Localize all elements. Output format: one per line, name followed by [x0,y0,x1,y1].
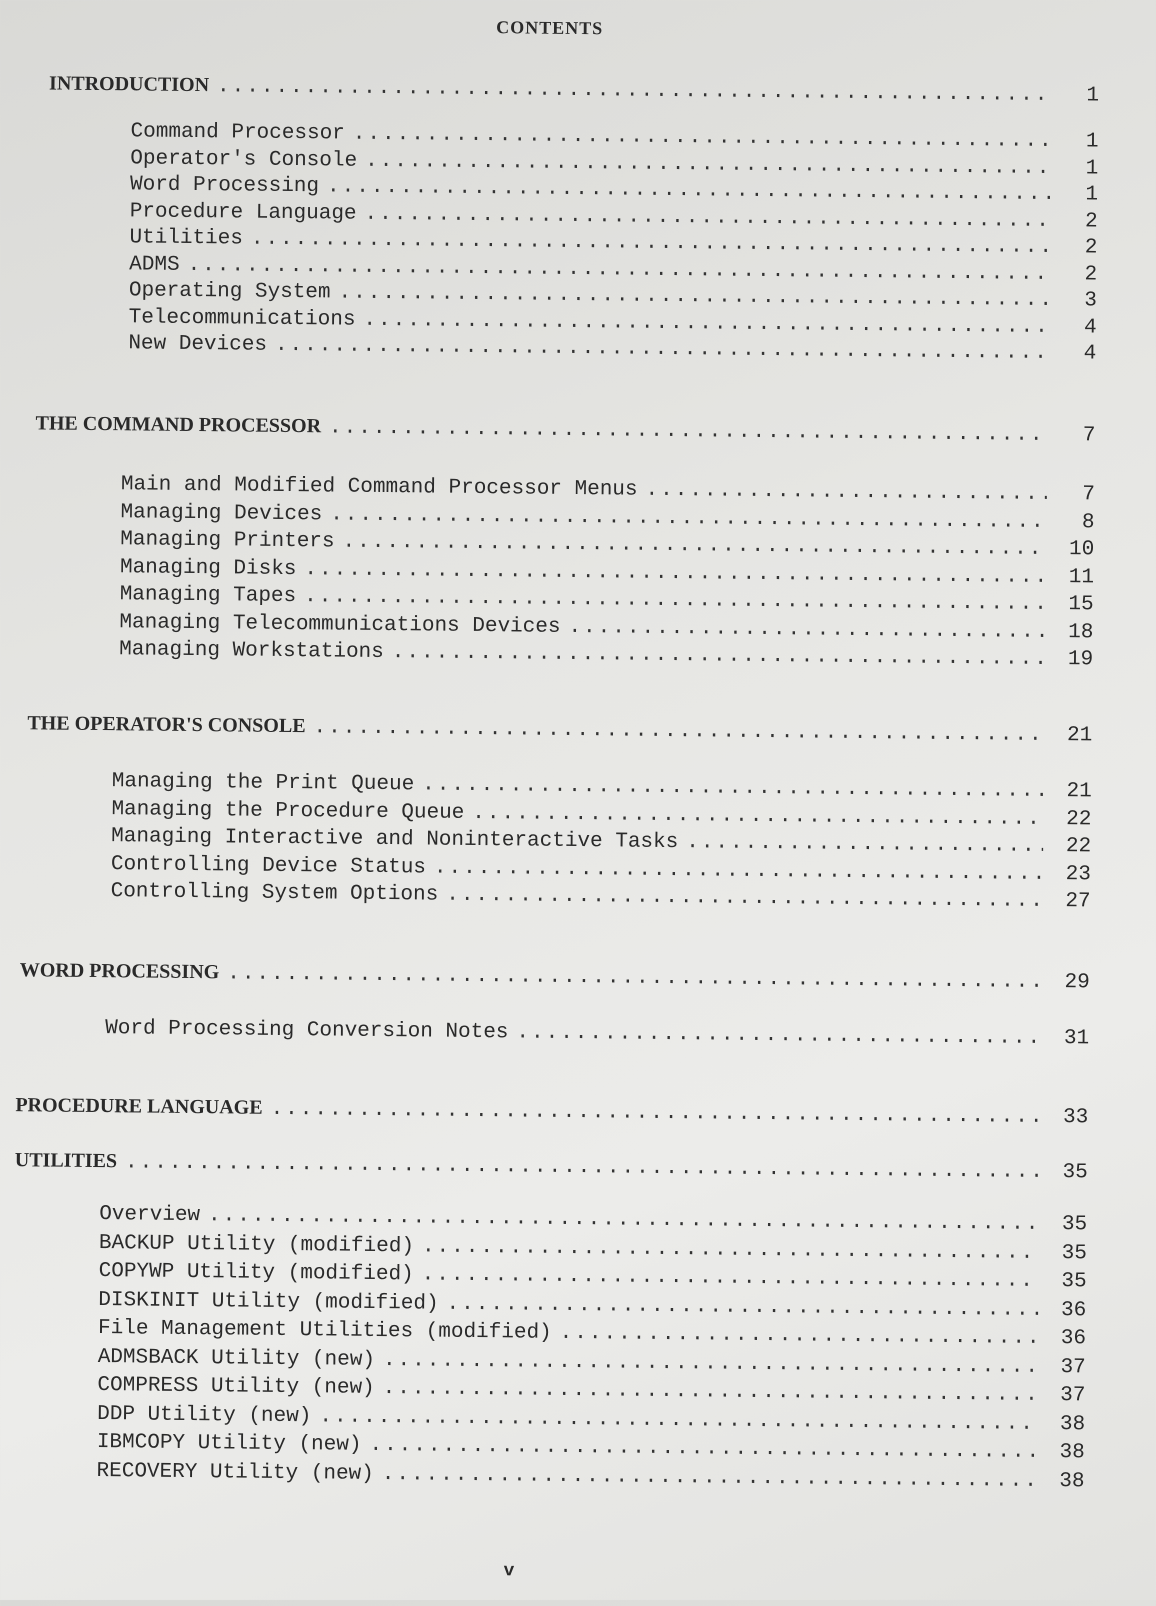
toc-entry [99,1260,1087,1293]
dot-leader [217,75,1051,107]
entry-page-number: 1 [1085,130,1099,154]
entry-title: THE COMMAND PROCESSOR [35,412,322,438]
dot-leader [382,1463,1037,1493]
entry-title: Managing Tapes [119,583,297,609]
entry-title: Managing Devices [120,500,323,526]
entry-page-number: 29 [1064,971,1090,995]
toc-entry [98,1289,1086,1322]
entry-page-number: 23 [1065,862,1091,886]
entry-page-number: 1 [1085,183,1099,207]
entry-page-number: 7 [1082,483,1095,507]
entry-title: UTILITIES [14,1149,118,1173]
toc-section-heading [49,72,1099,107]
dot-leader [304,558,1046,589]
dot-leader [353,123,1051,153]
entry-page-number: 35 [1062,1161,1088,1185]
entry-page-number: 33 [1062,1106,1089,1130]
entry-title: COMPRESS Utility (new) [97,1374,375,1400]
toc-section-heading [35,412,1095,447]
page-number-footer: v [503,1561,515,1582]
entry-page-number: 11 [1068,565,1095,589]
entry-title: THE OPERATOR'S CONSOLE [27,712,306,738]
dot-leader [472,801,1043,830]
entry-title: Main and Modified Command Processor Menus [120,473,638,502]
entry-page-number: 22 [1065,835,1092,859]
entry-title: WORD PROCESSING [19,959,220,984]
entry-title: Command Processor [130,120,345,146]
toc-entry [111,880,1091,913]
entry-title: Operator's Console [130,146,358,173]
entry-page-number: 36 [1060,1327,1087,1351]
dot-leader [338,282,1049,312]
entry-page-number: 38 [1059,1412,1086,1436]
dot-leader [560,1322,1039,1350]
dot-leader [304,585,1046,616]
entry-title: Managing the Procedure Queue [111,797,465,825]
entry-page-number: 31 [1063,1027,1090,1051]
entry-title: Word Processing Conversion Notes [105,1017,509,1045]
entry-title: ADMS [129,252,180,277]
dot-leader [270,1098,1040,1129]
entry-page-number: 4 [1083,342,1097,366]
toc-entry [99,1203,1087,1236]
dot-leader [329,416,1048,447]
entry-title: ADMSBACK Utility (new) [97,1345,376,1372]
toc-entry [119,638,1093,671]
entry-page-number: 27 [1065,890,1091,914]
toc-section-heading [20,959,1090,994]
entry-title: Managing Telecommunications Devices [119,610,561,639]
dot-leader [364,202,1049,232]
entry-title: Operating System [128,279,331,305]
toc-section-heading [15,1094,1088,1129]
entry-title: RECOVERY Utility (new) [96,1459,374,1486]
entry-title: Managing the Print Queue [111,770,415,797]
dot-leader [330,503,1047,534]
entry-page-number: 36 [1060,1298,1087,1322]
dot-leader [365,149,1050,179]
entry-title: Utilities [129,226,244,251]
entry-title: New Devices [128,332,268,357]
dot-leader [446,884,1043,913]
entry-page-number: 15 [1068,593,1094,617]
toc-entry [97,1403,1085,1436]
dot-leader [342,531,1046,561]
dot-leader [369,1434,1037,1464]
entry-page-number: 37 [1060,1355,1086,1379]
dot-leader [383,1377,1038,1407]
entry-title: Procedure Language [129,199,357,226]
dot-leader [363,308,1048,338]
toc-entry [97,1374,1085,1407]
entry-page-number: 1 [1085,156,1099,180]
entry-page-number: 2 [1084,236,1098,260]
entry-title: Telecommunications [128,305,356,332]
dot-leader [392,641,1046,671]
dot-leader [516,1021,1041,1049]
entry-page-number: 22 [1066,807,1092,831]
entry-page-number: 18 [1068,620,1094,644]
dot-leader [313,716,1044,747]
toc-entry [99,1232,1087,1265]
entry-page-number: 1 [1086,84,1100,108]
entry-page-number: 4 [1083,315,1097,339]
toc-entry [105,1017,1089,1050]
entry-title: Managing Printers [120,528,335,554]
entry-page-number: 21 [1066,780,1092,804]
entry-title: COPYWP Utility (modified) [98,1260,414,1287]
entry-title: DISKINIT Utility (modified) [98,1288,439,1316]
entry-page-number: 38 [1059,1441,1085,1465]
entry-title: Managing Disks [119,555,297,581]
dot-leader [275,334,1049,365]
entry-title: File Management Utilities (modified) [97,1317,552,1345]
entry-page-number: 2 [1084,209,1098,233]
toc-entry [97,1431,1085,1464]
toc-entry [98,1346,1086,1379]
entry-page-number: 35 [1061,1213,1088,1237]
entry-title: Controlling System Options [110,880,439,907]
page-title: CONTENTS [496,17,604,39]
entry-page-number: 35 [1061,1270,1087,1294]
dot-leader [327,175,1050,206]
dot-leader [422,1263,1039,1292]
toc-section-heading [27,712,1092,747]
dot-leader [686,831,1043,858]
entry-title: PROCEDURE LANGUAGE [15,1094,263,1119]
entry-page-number: 3 [1084,289,1097,313]
entry-title: Word Processing [129,173,320,199]
entry-title: IBMCOPY Utility (new) [96,1431,362,1457]
entry-page-number: 2 [1084,262,1098,286]
entry-title: DDP Utility (new) [97,1402,312,1428]
dot-leader [208,1204,1039,1236]
entry-title: Controlling Device Status [110,852,427,879]
entry-title: Managing Interactive and Noninteractive Tasks [111,825,679,855]
toc-section-heading [15,1149,1088,1184]
entry-page-number: 37 [1060,1384,1086,1408]
entry-title: Managing Workstations [119,638,384,665]
dot-leader [568,615,1045,643]
dot-leader [434,856,1043,885]
dot-leader [645,479,1047,506]
dot-leader [251,228,1050,259]
entry-page-number: 35 [1061,1241,1088,1265]
toc-entry [98,1317,1086,1350]
entry-page-number: 19 [1067,648,1094,672]
dot-leader [125,1151,1040,1184]
dot-leader [319,1405,1037,1436]
entry-page-number: 7 [1082,424,1096,448]
entry-title: BACKUP Utility (modified) [98,1231,415,1258]
dot-leader [383,1349,1038,1379]
entry-page-number: 38 [1059,1469,1085,1493]
entry-page-number: 10 [1068,538,1095,562]
dot-leader [446,1292,1038,1321]
entry-title: INTRODUCTION [48,72,210,97]
dot-leader [227,962,1042,994]
toc-entry [96,1460,1084,1493]
entry-title: Overview [99,1203,201,1228]
entry-page-number: 8 [1081,510,1095,534]
dot-leader [422,773,1044,803]
dot-leader [422,1235,1039,1264]
entry-page-number: 21 [1066,724,1093,748]
